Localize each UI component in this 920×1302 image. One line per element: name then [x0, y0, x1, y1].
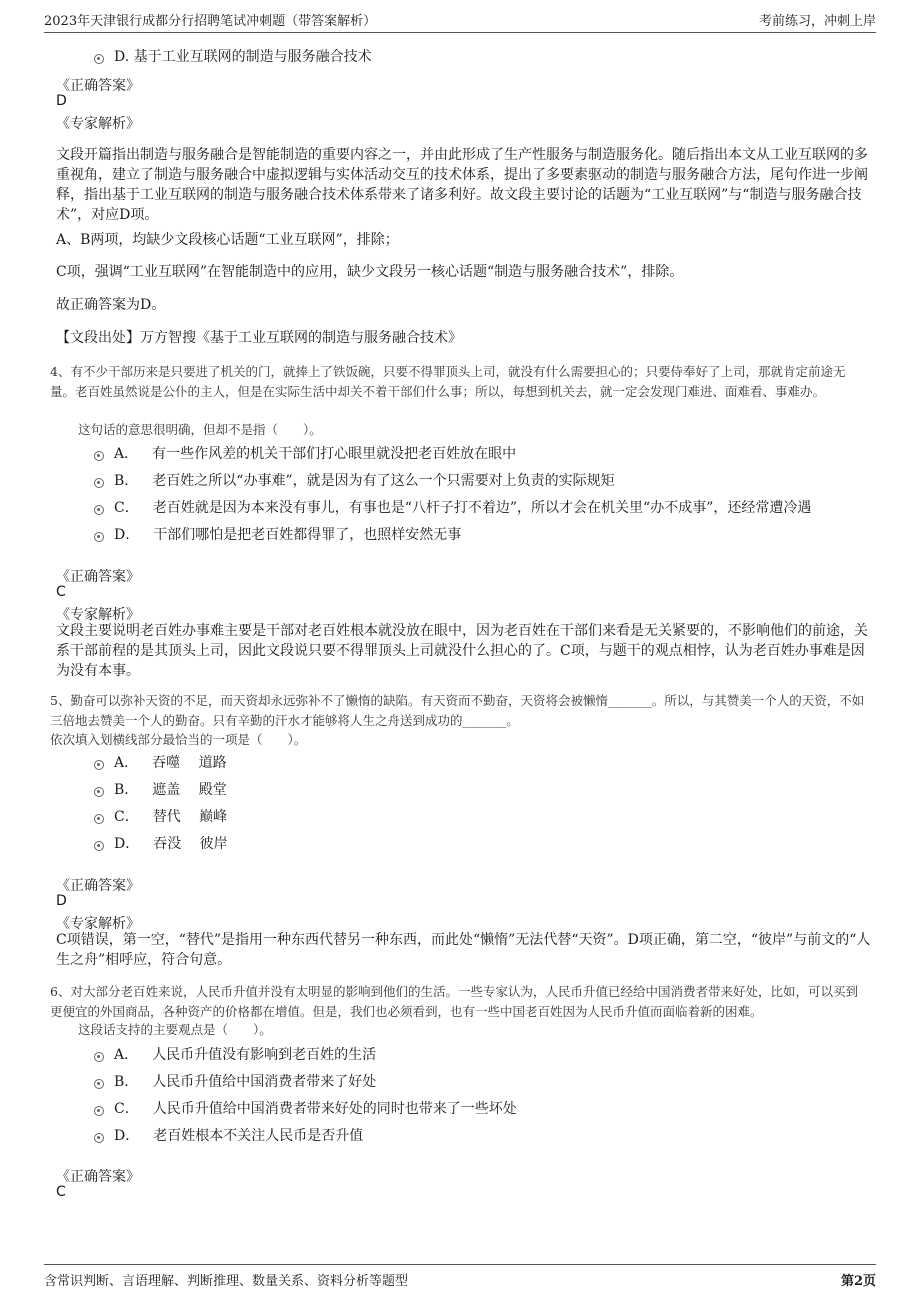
option-letter: C．: [114, 809, 139, 825]
option-letter: B．: [114, 1074, 139, 1090]
q4-stem: 4、有不少干部历来是只要进了机关的门，就捧上了铁饭碗，只要不得罪顶头上司，就没有什么需要担心的；只要侍奉好了上司，那就肯定前途无量。老百姓虽然说是公仆的主人，但是在实际生活中却关不着干部们什么事；所以，每想到机关去，就一定会发现门难进、面难看、事难办。: [50, 364, 846, 399]
option-text: 老百姓之所以“办事难”，就是因为有了这么一个只需要对上负责的实际规矩: [152, 473, 615, 489]
option-letter: B．: [114, 782, 139, 798]
radio-icon[interactable]: [94, 760, 104, 770]
option-text: 吞噬 道路: [152, 755, 227, 771]
q4-answer-label: 《正确答案》: [56, 569, 140, 585]
q3-analysis-paragraph-2: A、B两项，均缺少文段核心话题“工业互联网”，排除；: [56, 232, 399, 248]
page-footer: [44, 1264, 876, 1293]
q3-analysis-paragraph-4: 故正确答案为D。: [56, 297, 166, 313]
q6-stem: 6、对大部分老百姓来说，人民币升值并没有太明显的影响到他们的生活。一些专家认为，人民币升值已经给中国消费者带来好处，比如，可以买到更便宜的外国商品，各种资产的价格都在增值。但是，我们也必须看到，也有一些中国老百姓因为人民币升值而面临着新的困难。: [50, 984, 858, 1019]
q6-answer: C: [56, 1184, 66, 1200]
q4-option-a[interactable]: [94, 443, 516, 463]
q3-option-d-text: D. 基于工业互联网的制造与服务融合技术: [114, 49, 372, 65]
q4-question: 这句话的意思很明确，但却不是指（ ）。: [78, 422, 322, 437]
q5-option-b[interactable]: [94, 779, 227, 799]
q3-answer-label: 《正确答案》: [56, 78, 140, 94]
radio-icon[interactable]: [94, 505, 104, 515]
q4-option-d[interactable]: [94, 524, 461, 544]
option-letter: A．: [114, 446, 139, 462]
q6-answer-label: 《正确答案》: [56, 1169, 140, 1185]
page-header: [44, 10, 876, 33]
radio-icon[interactable]: [94, 1079, 104, 1089]
q3-analysis-label: 《专家解析》: [56, 116, 140, 132]
radio-icon[interactable]: [94, 841, 104, 851]
radio-icon[interactable]: [94, 478, 104, 488]
option-text: 干部们哪怕是把老百姓都得罪了，也照样安然无事: [153, 527, 462, 543]
radio-icon[interactable]: [94, 787, 104, 797]
q3-option-d[interactable]: [94, 46, 372, 66]
document-title: 2023年天津银行成都分行招聘笔试冲刺题（带答案解析）: [44, 14, 377, 29]
q5-option-d[interactable]: [94, 833, 228, 853]
radio-icon[interactable]: [94, 1133, 104, 1143]
option-text: 老百姓根本不关注人民币是否升值: [153, 1128, 364, 1144]
option-text: 人民币升值没有影响到老百姓的生活: [152, 1047, 377, 1063]
q3-source: 【文段出处】万方智搜《基于工业互联网的制造与服务融合技术》: [56, 330, 462, 346]
radio-icon[interactable]: [94, 1106, 104, 1116]
option-letter: D．: [114, 836, 140, 852]
radio-icon[interactable]: [94, 532, 104, 542]
q5-stem: 5、勤奋可以弥补天资的不足，而天资却永远弥补不了懒惰的缺陷。有天资而不勤奋，天资将会被懒惰_______。所以，与其赞美一个人的天资，不如三倍地去赞美一个人的勤奋。只有辛勤的汗水才能够将人生之舟送到成功的_______。: [50, 693, 865, 728]
option-letter: C．: [114, 1101, 139, 1117]
option-letter: A．: [114, 755, 139, 771]
radio-icon[interactable]: [94, 814, 104, 824]
option-text: 人民币升值给中国消费者带来了好处: [152, 1074, 377, 1090]
q4-analysis-label: 《专家解析》: [56, 607, 140, 623]
page-number: 第2页: [840, 1273, 876, 1289]
radio-icon[interactable]: [94, 1052, 104, 1062]
option-text: 人民币升值给中国消费者带来好处的同时也带来了一些坏处: [152, 1101, 517, 1117]
q3-answer: D: [56, 93, 67, 109]
q6-question: 这段话支持的主要观点是（ ）。: [78, 1022, 272, 1037]
q4-option-b[interactable]: [94, 470, 615, 490]
q4-analysis: 文段主要说明老百姓办事难主要是干部对老百姓根本就没放在眼中，因为老百姓在干部们来看是无关紧要的，不影响他们的前途，关系干部前程的是其顶头上司，因此文段说只要不得罪顶头上司就没什么担心的了。C项，与题干的观点相悖，认为老百姓办事难是因为没有本事。: [56, 623, 868, 679]
option-letter: D．: [114, 527, 140, 543]
option-text: 老百姓就是因为本来没有事儿，有事也是“八杆子打不着边”，所以才会在机关里“办不成事”，还经常遭冷遇: [152, 500, 812, 516]
q5-option-c[interactable]: [94, 806, 227, 826]
q5-question: 依次填入划横线部分最恰当的一项是（ ）。: [50, 732, 307, 747]
q6-option-d[interactable]: [94, 1125, 363, 1145]
q4-option-c[interactable]: [94, 497, 811, 517]
option-letter: D．: [114, 1128, 140, 1144]
option-text: 有一些作风差的机关干部们打心眼里就没把老百姓放在眼中: [152, 446, 517, 462]
footer-topics: 含常识判断、言语理解、判断推理、数量关系、资料分析等题型: [44, 1273, 409, 1289]
option-letter: B．: [114, 473, 139, 489]
q6-option-c[interactable]: [94, 1098, 517, 1118]
option-text: 替代 巅峰: [152, 809, 228, 825]
q5-answer: D: [56, 893, 67, 909]
q3-analysis-paragraph-3: C项，强调“工业互联网”在智能制造中的应用，缺少文段另一核心话题“制造与服务融合技术”，排除。: [56, 264, 684, 280]
option-text: 遮盖 殿堂: [152, 782, 227, 798]
option-letter: A．: [114, 1047, 139, 1063]
radio-icon[interactable]: [94, 451, 104, 461]
q4-answer: C: [56, 584, 66, 600]
option-text: 吞没 彼岸: [153, 836, 228, 852]
q5-analysis-label: 《专家解析》: [56, 916, 140, 932]
q6-option-a[interactable]: [94, 1044, 376, 1064]
option-letter: C．: [114, 500, 139, 516]
q5-option-a[interactable]: [94, 752, 227, 772]
q5-analysis: C项错误，第一空，“替代”是指用一种东西代替另一种东西，而此处“懒惰”无法代替“天资”。D项正确，第二空，“彼岸”与前文的“人生之舟”相呼应，符合句意。: [56, 932, 871, 968]
q6-option-b[interactable]: [94, 1071, 376, 1091]
q5-answer-label: 《正确答案》: [56, 878, 140, 894]
header-slogan: 考前练习，冲刺上岸: [758, 14, 876, 29]
radio-icon[interactable]: [94, 54, 104, 64]
q3-analysis-paragraph-1: 文段开篇指出制造与服务融合是智能制造的重要内容之一，并由此形成了生产性服务与制造服务化。随后指出本文从工业互联网的多重视角，建立了制造与服务融合中虚拟逻辑与实体活动交互的技术体系，提出了多要素驱动的制造与服务融合方法，尾句作进一步阐释，指出基于工业互联网的制造与服务融合技术体系带来了诸多利好。故文段主要讨论的话题为“工业互联网”与“制造与服务融合技术”，对应D项。: [56, 147, 868, 223]
